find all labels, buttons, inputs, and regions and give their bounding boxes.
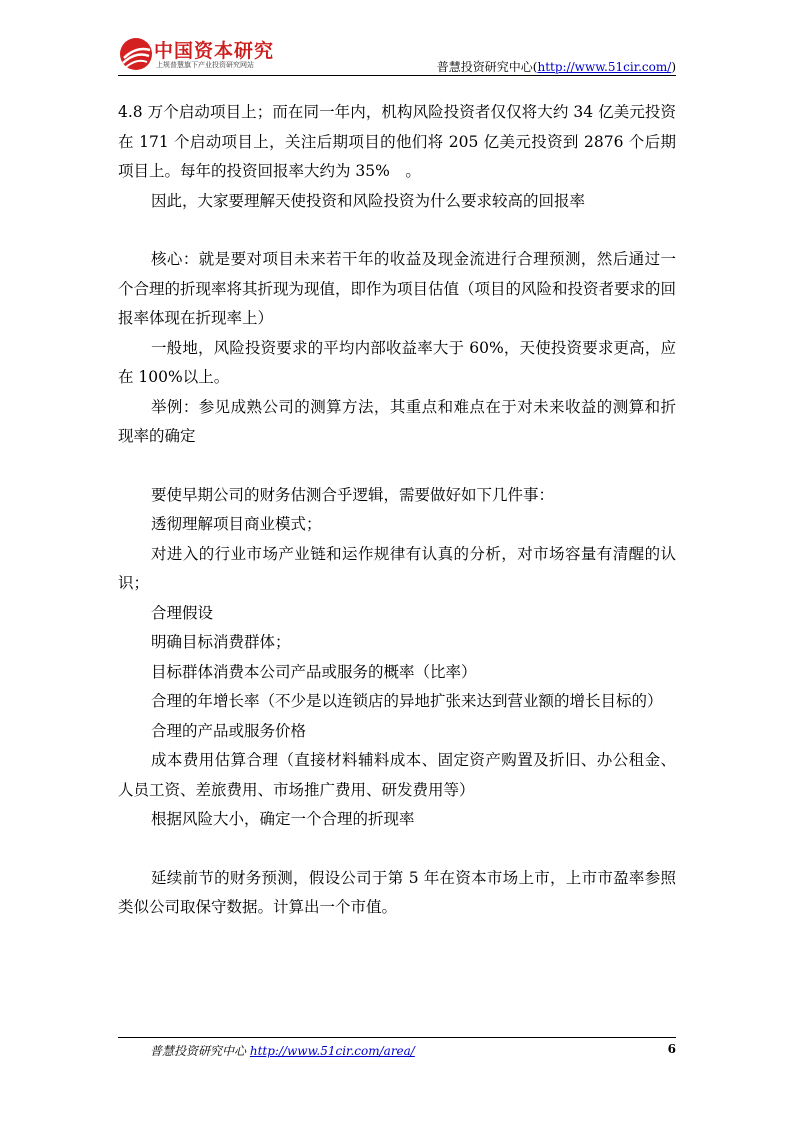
body-paragraph: 因此，大家要理解天使投资和风险投资为什么要求较高的回报率 [151, 191, 586, 210]
logo-emblem-icon [118, 36, 154, 72]
paragraph-spacer [118, 835, 676, 864]
body-paragraph: 透彻理解项目商业模式； [151, 515, 322, 533]
footer-center-name: 普慧投资研究中心 [150, 1044, 247, 1058]
body-paragraph: 对进入的行业市场产业链和运作规律有认真的分析，对市场容量有清醒的认识； [118, 544, 676, 592]
header-center-name [437, 58, 676, 75]
page-number: 6 [667, 1042, 676, 1056]
body-paragraph: 4.8 万个启动项目上；而在同一年内，机构风险投资者仅仅将大约 34 亿美元投资在 171 个启动项目上，关注后期项目的他们将 205 亿美元投资到 2876 个后期项目上。每年的投资回报率大约为 35% 。 [118, 103, 676, 180]
body-paragraph: 根据风险大小，确定一个合理的折现率 [151, 810, 415, 828]
page-footer [118, 1037, 676, 1059]
site-logo [118, 34, 298, 74]
paragraph-spacer [118, 452, 676, 481]
header-center-close: ) [671, 60, 676, 74]
body-paragraph: 明确目标消费群体； [151, 633, 291, 651]
body-paragraph: 目标群体消费本公司产品或服务的概率（比率） [151, 662, 477, 681]
body-paragraph: 合理的产品或服务价格 [151, 721, 307, 740]
document-body [118, 98, 676, 923]
body-paragraph: 一般地，风险投资要求的平均内部收益率大于 60%，天使投资要求更高，应在 100%以上。 [118, 338, 676, 386]
body-paragraph: 延续前节的财务预测，假设公司于第 5 年在资本市场上市，上市市盈率参照类似公司取保守数据。计算出一个市值。 [118, 868, 676, 916]
footer-link[interactable]: http://www.51cir.com/area/ [249, 1044, 415, 1058]
footer-divider [118, 1037, 676, 1038]
body-paragraph: 举例：参见成熟公司的测算方法，其重点和难点在于对未来收益的测算和折现率的确定 [118, 397, 676, 445]
logo-subtitle: 上规普慧旗下产业投资研究网站 [156, 61, 254, 69]
logo-title: 中国资本研究 [154, 40, 275, 62]
body-paragraph: 要使早期公司的财务估测合乎逻辑，需要做好如下几件事： [151, 485, 555, 504]
header-center-label: 普慧投资研究中心( [436, 60, 538, 74]
body-paragraph: 合理的年增长率（不少是以连锁店的异地扩张来达到营业额的增长目标的） [151, 692, 663, 710]
paragraph-spacer [118, 216, 676, 245]
body-paragraph: 成本费用估算合理（直接材料辅料成本、固定资产购置及折旧、办公租金、人员工资、差旅费用、市场推广费用、研发费用等） [118, 751, 676, 799]
body-paragraph: 核心：就是要对项目未来若干年的收益及现金流进行合理预测，然后通过一个合理的折现率将其折现为现值，即作为项目估值（项目的风险和投资者要求的回报率体现在折现率上） [118, 250, 677, 327]
page-header [118, 30, 676, 76]
header-center-link[interactable]: http://www.51cir.com/ [537, 60, 672, 74]
header-divider [118, 75, 676, 76]
body-paragraph: 合理假设 [151, 603, 214, 622]
footer-source [150, 1042, 415, 1059]
